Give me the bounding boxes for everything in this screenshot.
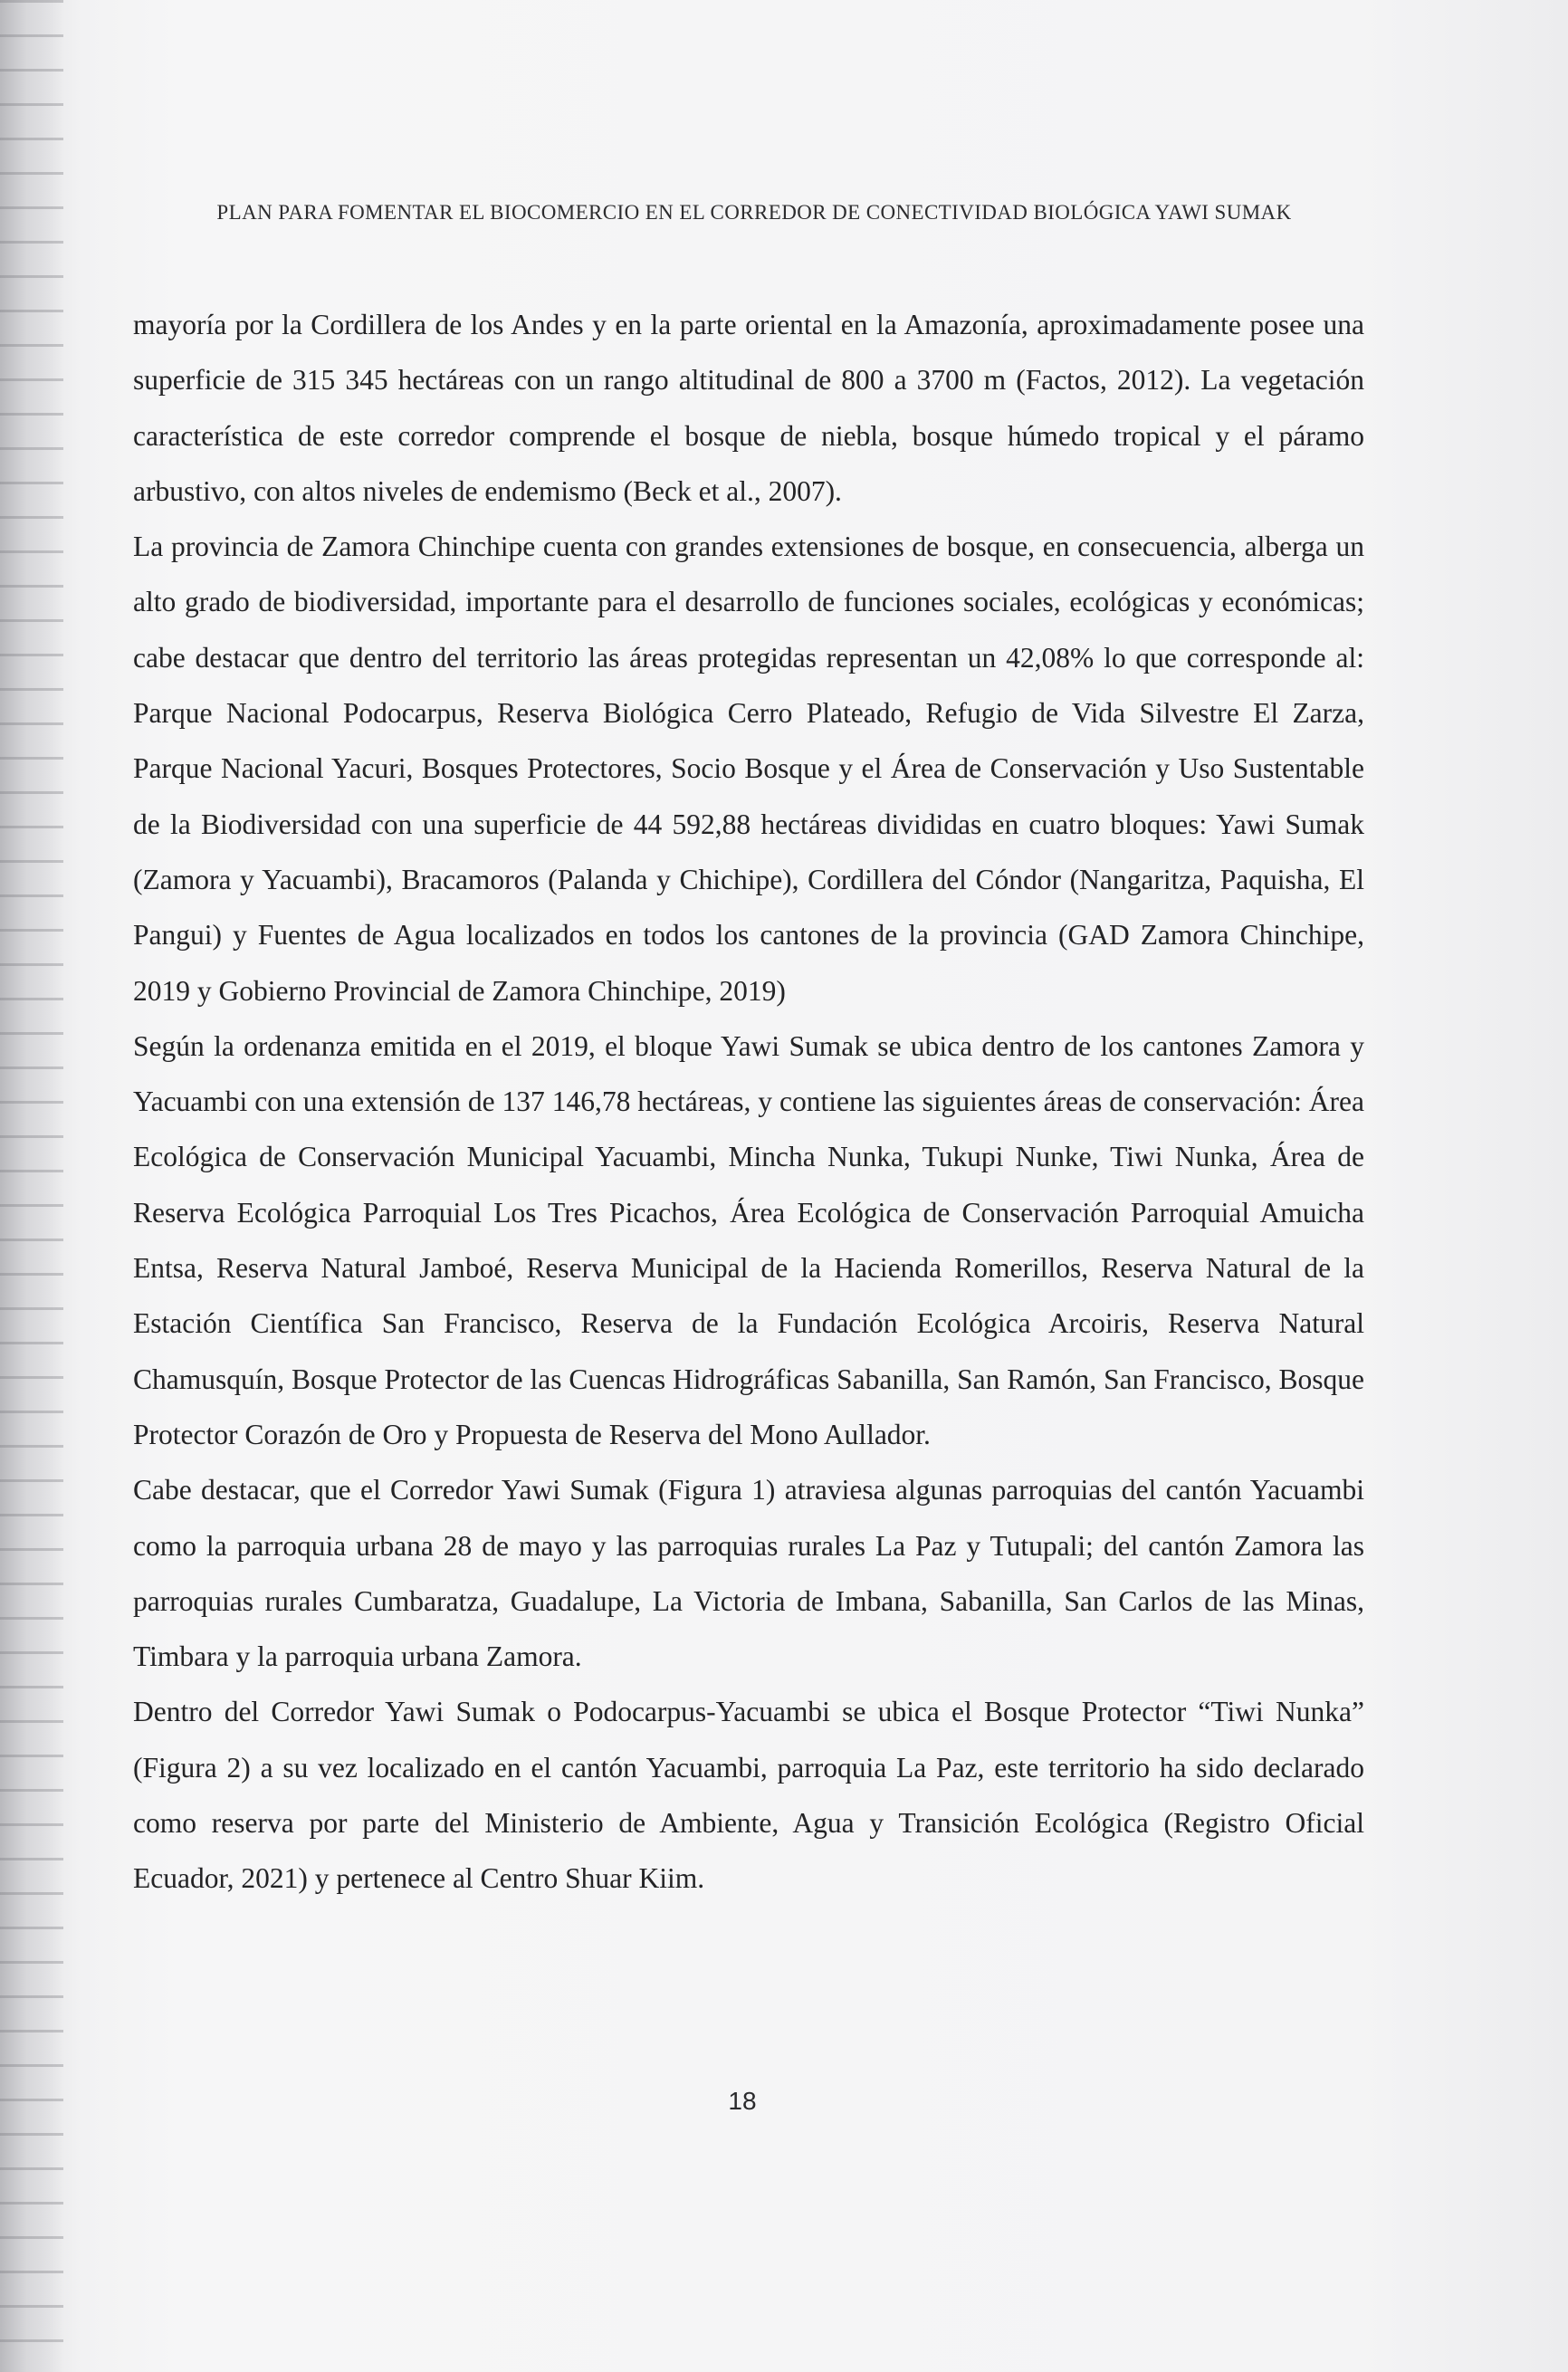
page-number: 18 bbox=[728, 2087, 757, 2115]
paragraph-corridor-description: mayoría por la Cordillera de los Andes y en la parte oriental en la Amazonía, aproximadamente posee una superficie de 315 345 hectáreas con un rango altitudinal de 800 a 3700 m (Factos, 2012). La vegetación característica de este corredor comprende el bosque de niebla, bosque húmedo tropical y el páramo arbustivo, con altos niveles de endemismo (Beck et al., 2007). bbox=[133, 309, 1364, 507]
paragraph-yawi-sumak-ordinance: Según la ordenanza emitida en el 2019, el bloque Yawi Sumak se ubica dentro de los cantones Zamora y Yacuambi con una extensión de 137 146,78 hectáreas, y contiene las siguientes áreas de conservación: Área Ecológica de Conservación Municipal Yacuambi, Mincha Nunka, Tukupi Nunke, Tiwi Nunka, Área de Reserva Ecológica Parroquial Los Tres Picachos, Área Ecológica de Conservación Parroquial Amuicha Entsa, Reserva Natural Jamboé, Reserva Municipal de la Hacienda Romerillos, Reserva Natural de la Estación Científica San Francisco, Reserva de la Fundación Ecológica Arcoiris, Reserva Natural Chamusquín, Bosque Protector de las Cuencas Hidrográficas Sabanilla, San Ramón, San Francisco, Bosque Protector Corazón de Oro y Propuesta de Reserva del Mono Aullador. bbox=[133, 1029, 1364, 1450]
page-binding-edge bbox=[0, 0, 63, 2372]
paragraph-zamora-chinchipe: La provincia de Zamora Chinchipe cuenta con grandes extensiones de bosque, en consecuencia, alberga un alto grado de biodiversidad, importante para el desarrollo de funciones sociales, ecológicas y económicas; cabe destacar que dentro del territorio las áreas protegidas representan un 42,08% lo que corresponde al: Parque Nacional Podocarpus, Reserva Biológica Cerro Plateado, Refugio de Vida Silvestre El Zarza, Parque Nacional Yacuri, Bosques Protectores, Socio Bosque y el Área de Conservación y Uso Sustentable de la Biodiversidad con una superficie de 44 592,88 hectáreas divididas en cuatro bloques: Yawi Sumak (Zamora y Yacuambi), Bracamoros (Palanda y Chichipe), Cordillera del Cóndor (Nangaritza, Paquisha, El Pangui) y Fuentes de Agua localizados en todos los cantones de la provincia (GAD Zamora Chinchipe, 2019 y Gobierno Provincial de Zamora Chinchipe, 2019) bbox=[133, 531, 1364, 1007]
running-header: PLAN PARA FOMENTAR EL BIOCOMERCIO EN EL CORREDOR DE CONECTIVIDAD BIOLÓGICA YAWI SUMAK bbox=[216, 201, 1292, 224]
body-text bbox=[133, 297, 1364, 1907]
paragraph-tiwi-nunka: Dentro del Corredor Yawi Sumak o Podocarpus-Yacuambi se ubica el Bosque Protector “Tiwi Nunka” (Figura 2) a su vez localizado en el cantón Yacuambi, parroquia La Paz, este territorio ha sido declarado como reserva por parte del Ministerio de Ambiente, Agua y Transición Ecológica (Registro Oficial Ecuador, 2021) y pertenece al Centro Shuar Kiim. bbox=[133, 1696, 1364, 1895]
paragraph-corridor-parishes: Cabe destacar, que el Corredor Yawi Sumak (Figura 1) atraviesa algunas parroquias del cantón Yacuambi como la parroquia urbana 28 de mayo y las parroquias rurales La Paz y Tutupali; del cantón Zamora las parroquias rurales Cumbaratza, Guadalupe, La Victoria de Imbana, Sabanilla, San Carlos de las Minas, Timbara y la parroquia urbana Zamora. bbox=[133, 1474, 1364, 1673]
